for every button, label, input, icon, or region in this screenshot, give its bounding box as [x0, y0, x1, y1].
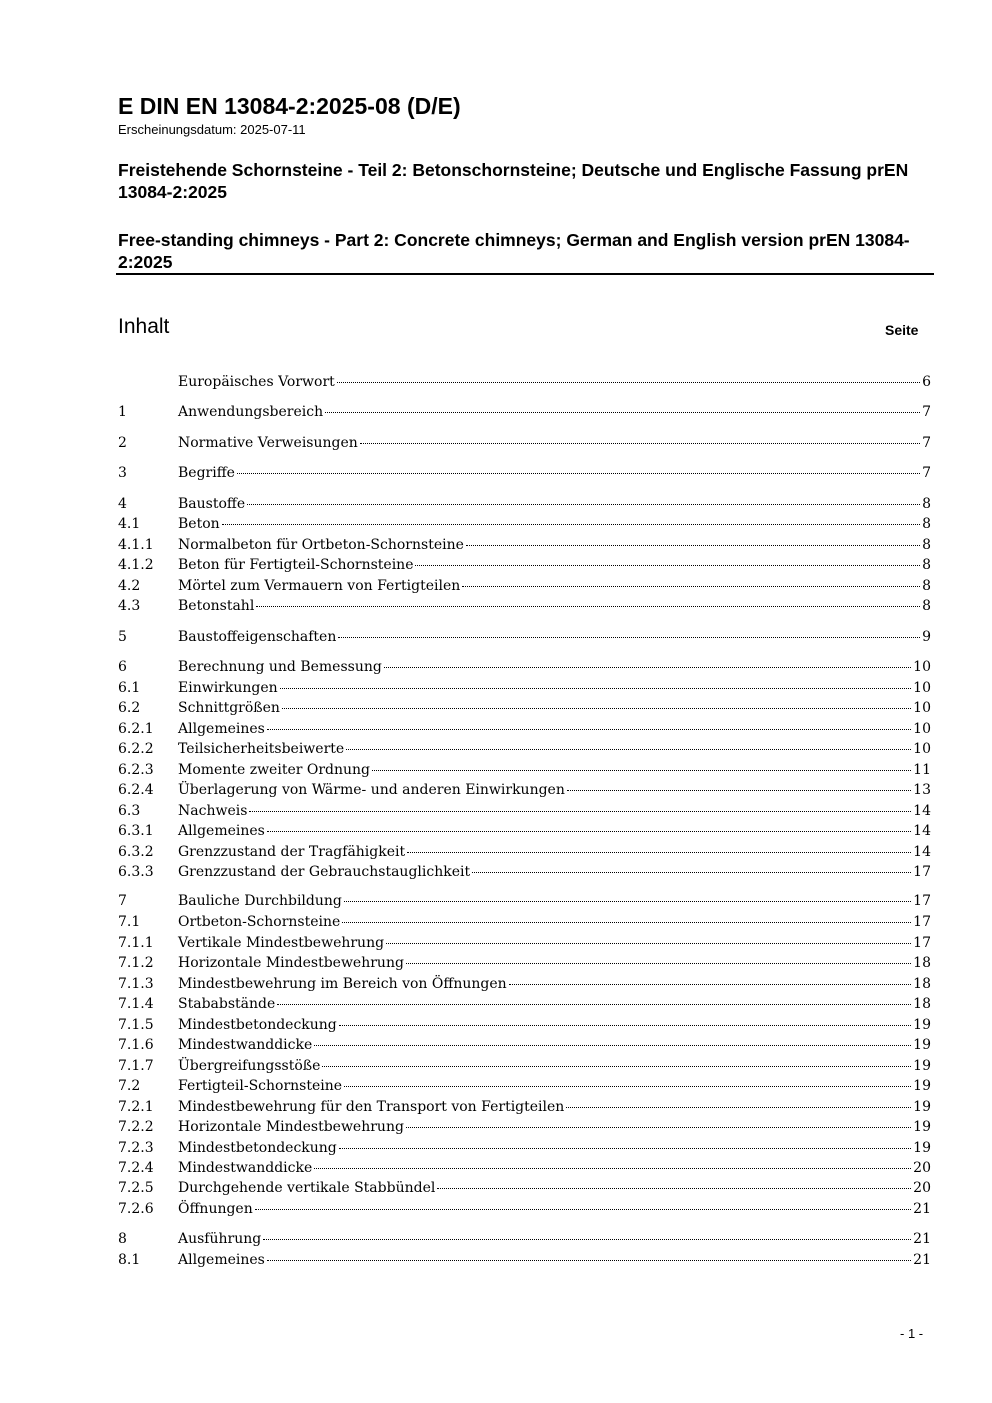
toc-entry-page: 14	[913, 844, 931, 860]
toc-entry-number: 4	[118, 496, 127, 512]
toc-dot-leader	[360, 443, 920, 444]
toc-dot-leader	[344, 1086, 911, 1087]
toc-entry-number: 4.2	[118, 578, 141, 594]
toc-entry[interactable]	[118, 1056, 931, 1076]
toc-entry-page: 19	[913, 1037, 931, 1053]
toc-entry-page: 10	[913, 680, 931, 696]
toc-entry[interactable]	[118, 719, 931, 739]
toc-entry-title: Normative Verweisungen	[178, 435, 358, 451]
toc-entry-title: Mörtel zum Vermauern von Fertigteilen	[178, 578, 461, 594]
toc-dot-leader	[337, 382, 920, 383]
title-english: Free-standing chimneys - Part 2: Concrete chimneys; German and English version prEN 13084-2:2025	[118, 230, 910, 272]
toc-dot-leader	[415, 565, 920, 566]
toc-entry-number: 7.2.5	[118, 1180, 154, 1196]
toc-entry[interactable]	[118, 1117, 931, 1137]
toc-dot-leader	[325, 412, 920, 413]
toc-entry-number: 7.1.5	[118, 1017, 154, 1033]
toc-entry[interactable]	[118, 912, 931, 932]
toc-entry-number: 5	[118, 629, 127, 645]
toc-entry-number: 4.1.2	[118, 557, 154, 573]
toc-entry-title: Mindestbetondeckung	[178, 1017, 337, 1033]
toc-entry-number: 6.3.1	[118, 823, 154, 839]
toc-entry-page: 19	[913, 1119, 931, 1135]
toc-entry-page: 14	[913, 823, 931, 839]
toc-entry[interactable]	[118, 1138, 931, 1158]
toc-entry-page: 21	[913, 1201, 931, 1217]
toc-entry[interactable]	[118, 372, 931, 392]
toc-entry[interactable]	[118, 555, 931, 575]
toc-entry-number: 6.2.4	[118, 782, 154, 798]
toc-entry[interactable]	[118, 821, 931, 841]
toc-entry-title: Übergreifungsstöße	[178, 1058, 321, 1074]
toc-entry-title: Grenzzustand der Gebrauchstauglichkeit	[178, 864, 471, 880]
toc-dot-leader	[466, 545, 920, 546]
toc-entry-title: Überlagerung von Wärme- und anderen Einwirkungen	[178, 782, 565, 798]
toc-entry-page: 17	[913, 935, 931, 951]
toc-dot-leader	[237, 473, 920, 474]
toc-entry[interactable]	[118, 657, 931, 677]
toc-entry-page: 19	[913, 1140, 931, 1156]
toc-entry-number: 2	[118, 435, 127, 451]
toc-entry-title: Momente zweiter Ordnung	[178, 762, 371, 778]
toc-entry-title: Europäisches Vorwort	[178, 374, 335, 390]
toc-dot-leader	[346, 749, 911, 750]
toc-entry-number: 4.1.1	[118, 537, 154, 553]
toc-dot-leader	[277, 1004, 911, 1005]
toc-entry-title: Öffnungen	[178, 1201, 253, 1217]
toc-entry-number: 6.2.1	[118, 721, 154, 737]
toc-entry-title: Ausführung	[178, 1231, 262, 1247]
toc-entry-page: 8	[922, 557, 931, 573]
toc-entry[interactable]	[118, 1076, 931, 1096]
toc-entry[interactable]	[118, 627, 931, 647]
toc-entry-title: Normalbeton für Ortbeton-Schornsteine	[178, 537, 464, 553]
toc-entry-title: Allgemeines	[178, 1252, 265, 1268]
toc-entry[interactable]	[118, 1229, 931, 1249]
toc-entry[interactable]	[118, 1015, 931, 1035]
publication-date: Erscheinungsdatum: 2025-07-11	[118, 122, 306, 137]
toc-entry-page: 19	[913, 1099, 931, 1115]
toc-dot-leader	[267, 831, 911, 832]
toc-entry-page: 21	[913, 1252, 931, 1268]
toc-entry-number: 4.1	[118, 516, 141, 532]
header-divider	[116, 273, 934, 275]
toc-entry-number: 7.2.1	[118, 1099, 154, 1115]
toc-entry-page: 19	[913, 1078, 931, 1094]
toc-entry-page: 9	[922, 629, 931, 645]
toc-dot-leader	[342, 922, 911, 923]
toc-entry-title: Mindestbewehrung für den Transport von Fertigteilen	[178, 1099, 565, 1115]
toc-entry-number: 6.3.2	[118, 844, 154, 860]
toc-entry-title: Baustoffeigenschaften	[178, 629, 337, 645]
toc-dot-leader	[263, 1239, 911, 1240]
toc-entry-page: 10	[913, 700, 931, 716]
toc-entry-title: Stababstände	[178, 996, 276, 1012]
toc-dot-leader	[567, 790, 911, 791]
toc-entry-title: Berechnung und Bemessung	[178, 659, 382, 675]
toc-entry[interactable]	[118, 576, 931, 596]
toc-dot-leader	[322, 1066, 911, 1067]
toc-entry-number: 8	[118, 1231, 127, 1247]
toc-entry-title: Anwendungsbereich	[178, 404, 324, 420]
toc-entry-page: 17	[913, 893, 931, 909]
toc-dot-leader	[462, 586, 920, 587]
toc-entry-page: 18	[913, 996, 931, 1012]
toc-dot-leader	[509, 984, 912, 985]
toc-entry-title: Horizontale Mindestbewehrung	[178, 1119, 404, 1135]
toc-entry[interactable]	[118, 862, 931, 882]
toc-dot-leader	[437, 1188, 911, 1189]
toc-entry[interactable]	[118, 994, 931, 1014]
toc-entry-title: Mindestbetondeckung	[178, 1140, 337, 1156]
toc-dot-leader	[249, 811, 911, 812]
toc-page-column-label: Seite	[885, 322, 919, 338]
toc-entry-title: Bauliche Durchbildung	[178, 893, 342, 909]
toc-entry-title: Teilsicherheitsbeiwerte	[178, 741, 345, 757]
toc-entry-number: 7.1.7	[118, 1058, 154, 1074]
toc-entry[interactable]	[118, 535, 931, 555]
toc-entry-number: 6	[118, 659, 127, 675]
toc-entry[interactable]	[118, 933, 931, 953]
toc-entry[interactable]	[118, 842, 931, 862]
toc-entry-title: Betonstahl	[178, 598, 255, 614]
toc-entry-number: 7.1	[118, 914, 141, 930]
toc-entry-page: 8	[922, 537, 931, 553]
toc-entry-number: 7.2.3	[118, 1140, 154, 1156]
toc-dot-leader	[282, 708, 911, 709]
toc-dot-leader	[267, 1260, 911, 1261]
toc-entry-page: 18	[913, 955, 931, 971]
toc-entry-page: 10	[913, 721, 931, 737]
toc-dot-leader	[384, 667, 911, 668]
toc-entry[interactable]	[118, 1250, 931, 1270]
toc-entry-number: 8.1	[118, 1252, 141, 1268]
toc-dot-leader	[256, 606, 920, 607]
toc-entry-title: Horizontale Mindestbewehrung	[178, 955, 404, 971]
toc-entry-page: 20	[913, 1180, 931, 1196]
toc-entry[interactable]	[118, 698, 931, 718]
toc-entry[interactable]	[118, 1178, 931, 1198]
toc-entry-title: Beton	[178, 516, 220, 532]
toc-entry[interactable]	[118, 678, 931, 698]
toc-dot-leader	[255, 1209, 911, 1210]
toc-dot-leader	[472, 872, 911, 873]
toc-entry-title: Allgemeines	[178, 721, 265, 737]
toc-dot-leader	[372, 770, 911, 771]
toc-entry-page: 8	[922, 496, 931, 512]
toc-entry[interactable]	[118, 739, 931, 759]
toc-entry-number: 1	[118, 404, 127, 420]
toc-entry-title: Einwirkungen	[178, 680, 278, 696]
toc-entry-number: 6.3.3	[118, 864, 154, 880]
toc-entry[interactable]	[118, 801, 931, 821]
toc-entry-number: 7.2	[118, 1078, 141, 1094]
toc-entry-number: 6.2.3	[118, 762, 154, 778]
toc-entry-page: 7	[922, 435, 931, 451]
toc-entry-number: 7.2.4	[118, 1160, 154, 1176]
toc-entry-title: Begriffe	[178, 465, 235, 481]
toc-entry[interactable]	[118, 433, 931, 453]
toc-dot-leader	[247, 504, 920, 505]
toc-entry-number: 7.1.2	[118, 955, 154, 971]
toc-entry-title: Baustoffe	[178, 496, 246, 512]
toc-entry-page: 8	[922, 578, 931, 594]
toc-entry-number: 6.2	[118, 700, 141, 716]
toc-entry-number: 7.1.6	[118, 1037, 154, 1053]
toc-entry-number: 7.2.6	[118, 1201, 154, 1217]
toc-entry-page: 10	[913, 659, 931, 675]
toc-entry-number: 6.3	[118, 803, 141, 819]
toc-entry-page: 18	[913, 976, 931, 992]
toc-entry[interactable]	[118, 1199, 931, 1219]
toc-entry[interactable]	[118, 891, 931, 911]
toc-entry-number: 7	[118, 893, 127, 909]
toc-entry-page: 8	[922, 516, 931, 532]
toc-entry-number: 7.1.1	[118, 935, 154, 951]
toc-entry-number: 7.1.3	[118, 976, 154, 992]
toc-entry-page: 14	[913, 803, 931, 819]
toc-entry-title: Nachweis	[178, 803, 248, 819]
toc-entry-title: Schnittgrößen	[178, 700, 280, 716]
toc-entry[interactable]	[118, 1158, 931, 1178]
document-id-title: E DIN EN 13084-2:2025-08 (D/E)	[118, 93, 461, 119]
toc-entry-page: 8	[922, 598, 931, 614]
toc-entry[interactable]	[118, 780, 931, 800]
toc-heading: Inhalt	[118, 315, 170, 338]
toc-dot-leader	[314, 1168, 911, 1169]
toc-entry-number: 6.2.2	[118, 741, 154, 757]
toc-entry-page: 21	[913, 1231, 931, 1247]
toc-dot-leader	[406, 1127, 911, 1128]
toc-entry-title: Allgemeines	[178, 823, 265, 839]
toc-entry-number: 6.1	[118, 680, 141, 696]
toc-entry[interactable]	[118, 760, 931, 780]
toc-entry-page: 10	[913, 741, 931, 757]
toc-dot-leader	[222, 524, 920, 525]
toc-entry-title: Beton für Fertigteil-Schornsteine	[178, 557, 414, 573]
toc-entry-title: Ortbeton-Schornsteine	[178, 914, 341, 930]
toc-entry[interactable]	[118, 402, 931, 422]
toc-entry-title: Mindestwanddicke	[178, 1160, 313, 1176]
toc-entry[interactable]	[118, 1035, 931, 1055]
toc-entry-number: 7.1.4	[118, 996, 154, 1012]
toc-dot-leader	[344, 901, 911, 902]
toc-entry[interactable]	[118, 494, 931, 514]
toc-entry-title: Mindestbewehrung im Bereich von Öffnungen	[178, 976, 507, 992]
toc-dot-leader	[407, 852, 911, 853]
toc-entry-number: 7.2.2	[118, 1119, 154, 1135]
title-german: Freistehende Schornsteine - Teil 2: Betonschornsteine; Deutsche und Englische Fassung prEN 13084-2:2025	[118, 160, 909, 202]
toc-entry-page: 17	[913, 914, 931, 930]
toc-entry-title: Durchgehende vertikale Stabbündel	[178, 1180, 436, 1196]
toc-entry-page: 17	[913, 864, 931, 880]
toc-entry-page: 13	[913, 782, 931, 798]
toc-dot-leader	[406, 963, 911, 964]
toc-dot-leader	[339, 1025, 911, 1026]
toc-dot-leader	[314, 1045, 911, 1046]
toc-entry-title: Grenzzustand der Tragfähigkeit	[178, 844, 406, 860]
toc-dot-leader	[566, 1107, 911, 1108]
toc-entry-title: Fertigteil-Schornsteine	[178, 1078, 343, 1094]
page-number: - 1 -	[900, 1326, 924, 1341]
toc-dot-leader	[386, 943, 911, 944]
toc-entry-title: Mindestwanddicke	[178, 1037, 313, 1053]
toc-entry[interactable]	[118, 974, 931, 994]
toc-entry-page: 7	[922, 404, 931, 420]
toc-entry[interactable]	[118, 1097, 931, 1117]
toc-entry[interactable]	[118, 596, 931, 616]
toc-entry-number: 4.3	[118, 598, 141, 614]
toc-entry[interactable]	[118, 514, 931, 534]
toc-entry-page: 6	[922, 374, 931, 390]
toc-entry-page: 7	[922, 465, 931, 481]
toc-entry[interactable]	[118, 953, 931, 973]
toc-entry[interactable]	[118, 463, 931, 483]
toc-entry-number: 3	[118, 465, 127, 481]
toc-dot-leader	[338, 637, 920, 638]
toc-dot-leader	[280, 688, 912, 689]
toc-entry-page: 11	[913, 762, 931, 778]
toc-entry-page: 19	[913, 1017, 931, 1033]
toc-entry-title: Vertikale Mindestbewehrung	[178, 935, 385, 951]
toc-dot-leader	[339, 1148, 911, 1149]
toc-entry-page: 20	[913, 1160, 931, 1176]
toc-dot-leader	[267, 729, 911, 730]
toc-entry-page: 19	[913, 1058, 931, 1074]
